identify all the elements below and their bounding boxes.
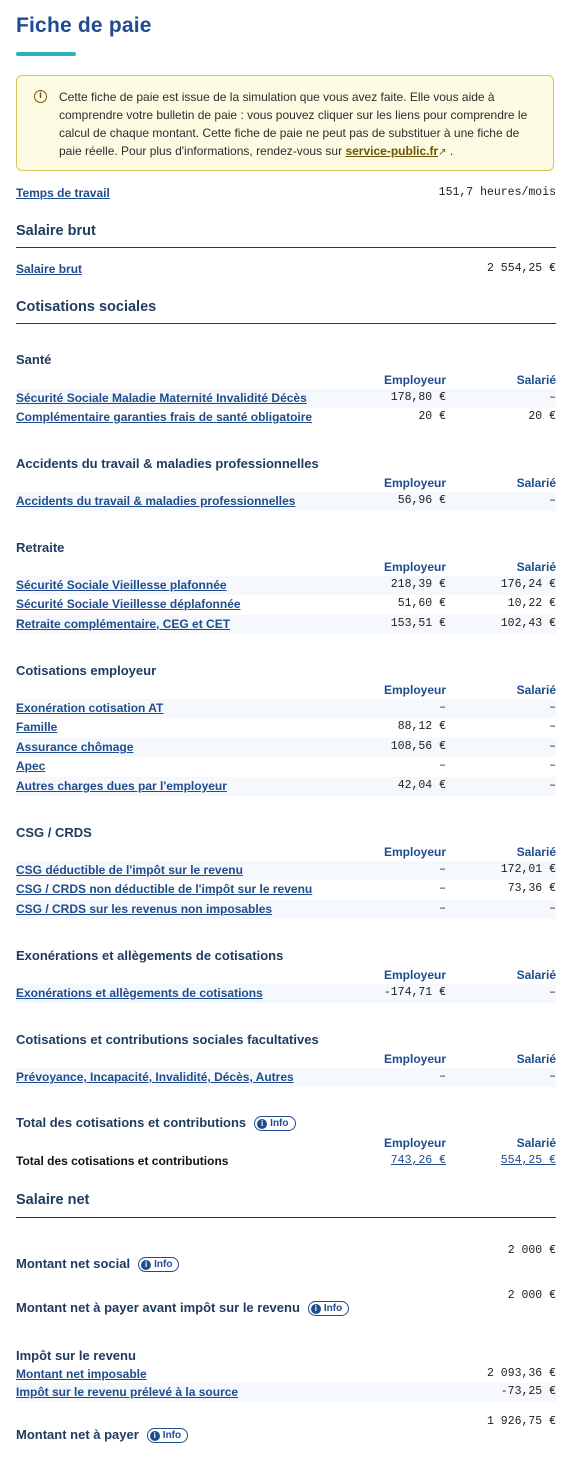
net-payer-text: Montant net à payer [16,1427,139,1442]
salarie-value: 172,01 € [500,863,556,876]
salarie-value: – [549,759,556,772]
column-headers [16,968,556,984]
net-payer-value: 1 926,75 € [486,1415,556,1428]
table-row [16,595,556,614]
info-button[interactable] [138,1257,179,1272]
row-label-link[interactable]: CSG / CRDS sur les revenus non imposables [16,902,273,916]
col-employeur: Employeur [383,1052,446,1066]
impot-preleve-link[interactable]: Impôt sur le revenu prélevé à la source [16,1385,239,1399]
info-icon: i [141,1260,151,1270]
col-salarie: Salarié [516,845,556,859]
net-avant-impot-label [16,1300,349,1316]
salarie-value: 176,24 € [500,578,556,591]
table-row [16,699,556,718]
table-row [16,492,556,511]
total-row [16,1152,556,1171]
col-employeur: Employeur [383,683,446,697]
info-button[interactable] [147,1428,188,1443]
column-headers [16,373,556,389]
table-row [16,757,556,776]
salaire-net-heading: Salaire net [16,1192,90,1208]
table-row [16,777,556,796]
info-icon: i [257,1119,267,1129]
total-label: Total des cotisations et contributions [16,1154,229,1168]
row-label-link[interactable]: Apec [16,759,46,773]
row-label-link[interactable]: Exonération cotisation AT [16,701,164,715]
total-employeur-link[interactable]: 743,26 € [390,1154,446,1167]
employeur-value: – [439,1070,446,1083]
table-row [16,738,556,757]
table-row [16,615,556,634]
column-headers [16,476,556,492]
employeur-value: 88,12 € [397,720,446,733]
salarie-value: – [549,701,556,714]
row-label-link[interactable]: Famille [16,720,58,734]
impot-preleve-row [16,1383,556,1402]
net-social-text: Montant net social [16,1256,131,1271]
total-title [16,1115,296,1131]
salarie-value: – [549,902,556,915]
net-avant-impot-text: Montant net à payer avant impôt sur le revenu [16,1300,300,1315]
row-label-link[interactable]: CSG / CRDS non déductible de l'impôt sur le revenu [16,882,313,896]
net-imposable-link[interactable]: Montant net imposable [16,1367,147,1381]
page-title: Fiche de paie [16,14,152,37]
alert-text [59,88,539,162]
group-title-exonerations: Exonérations et allègements de cotisations [16,948,284,963]
col-salarie: Salarié [516,968,556,982]
info-label: Info [270,1118,289,1130]
info-button[interactable] [308,1301,349,1316]
salarie-value: – [549,986,556,999]
table-row [16,1068,556,1087]
row-label-link[interactable]: CSG déductible de l'impôt sur le revenu [16,863,243,877]
column-headers [16,1136,556,1152]
table-row [16,900,556,919]
net-social-value: 2 000 € [507,1244,556,1257]
divider [16,247,556,248]
salaire-brut-link[interactable]: Salaire brut [16,262,83,276]
col-employeur: Employeur [383,476,446,490]
column-headers [16,683,556,699]
info-icon: i [311,1304,321,1314]
total-title-text: Total des cotisations et contributions [16,1115,247,1130]
info-icon: i [34,90,47,103]
column-headers [16,845,556,861]
employeur-value: 153,51 € [390,617,446,630]
service-public-link[interactable]: service-public.fr [345,144,439,158]
col-salarie: Salarié [516,373,556,387]
col-employeur: Employeur [383,560,446,574]
info-label: Info [323,1303,343,1315]
col-employeur: Employeur [383,968,446,982]
row-label-link[interactable]: Sécurité Sociale Maladie Maternité Invalidité Décès [16,391,307,405]
row-label-link[interactable]: Retraite complémentaire, CEG et CET [16,617,231,631]
col-employeur: Employeur [383,845,446,859]
salaire-brut-row [16,260,556,279]
col-salarie: Salarié [516,476,556,490]
group-title-retraite: Retraite [16,540,65,555]
group-title-employeur: Cotisations employeur [16,663,157,678]
salarie-value: – [549,720,556,733]
col-salarie: Salarié [516,560,556,574]
salarie-value: – [549,779,556,792]
salarie-value: 10,22 € [507,597,556,610]
impot-preleve-value: -73,25 € [500,1385,556,1398]
salarie-value: 73,36 € [507,882,556,895]
row-label-link[interactable]: Prévoyance, Incapacité, Invalidité, Décès, Autres [16,1070,294,1084]
column-headers [16,560,556,576]
col-employeur: Employeur [383,1136,446,1150]
cotisations-heading: Cotisations sociales [16,299,157,315]
employeur-value: 56,96 € [397,494,446,507]
table-row [16,718,556,737]
salaire-brut-value: 2 554,25 € [486,262,556,275]
employeur-value: 20 € [418,410,446,423]
net-imposable-value: 2 093,36 € [486,1367,556,1380]
salarie-value: – [549,391,556,404]
temps-travail-row [16,184,556,203]
employeur-value: 108,56 € [390,740,446,753]
salarie-value: – [549,1070,556,1083]
table-row [16,408,556,427]
employeur-value: – [439,701,446,714]
external-link-icon: ↗ [438,147,447,158]
col-employeur: Employeur [383,373,446,387]
row-label-link[interactable]: Exonérations et allègements de cotisations [16,986,263,1000]
net-social-label [16,1256,179,1272]
table-row [16,880,556,899]
info-button[interactable] [254,1116,295,1131]
table-row [16,861,556,880]
info-alert [16,75,554,171]
title-underline [16,52,76,56]
employeur-value: – [439,759,446,772]
table-row [16,576,556,595]
row-label-link[interactable]: Complémentaire garanties frais de santé obligatoire [16,410,313,424]
employeur-value: 218,39 € [390,578,446,591]
imposable-row [16,1365,556,1384]
net-payer-label [16,1427,188,1443]
group-title-at: Accidents du travail & maladies professionnelles [16,456,319,471]
alert-suffix: . [446,144,454,158]
info-icon: i [150,1431,160,1441]
table-row [16,984,556,1003]
row-label-link[interactable]: Sécurité Sociale Vieillesse déplafonnée [16,597,241,611]
employeur-value: -174,71 € [383,986,446,999]
alert-message: Cette fiche de paie est issue de la simulation que vous avez faite. Elle vous aide à comprendre votre bulletin de paie : vous pouvez cliquer sur les liens pour comprendre le calcul de chaque montant. Cette fiche de paie ne peut pas de substituer à une fiche de paie réelle. Pour plus d'informations, rendez-vous sur [59,90,528,158]
salarie-value: 102,43 € [500,617,556,630]
total-salarie-link[interactable]: 554,25 € [500,1154,556,1167]
col-salarie: Salarié [516,1136,556,1150]
impot-title: Impôt sur le revenu [16,1348,136,1363]
salarie-value: – [549,494,556,507]
temps-travail-link[interactable]: Temps de travail [16,186,110,200]
salaire-brut-heading: Salaire brut [16,223,96,239]
group-title-facultatives: Cotisations et contributions sociales facultatives [16,1032,319,1047]
column-headers [16,1052,556,1068]
row-label-link[interactable]: Autres charges dues par l'employeur [16,779,227,793]
group-title-sante: Santé [16,352,52,367]
employeur-value: 178,80 € [390,391,446,404]
salarie-value: – [549,740,556,753]
salarie-value: 20 € [528,410,556,423]
row-label-link[interactable]: Accidents du travail & maladies professionnelles [16,494,296,508]
employeur-value: – [439,882,446,895]
table-row [16,389,556,408]
divider [16,323,556,324]
employeur-value: – [439,863,446,876]
row-label-link[interactable]: Sécurité Sociale Vieillesse plafonnée [16,578,227,592]
row-label-link[interactable]: Assurance chômage [16,740,134,754]
group-title-csg: CSG / CRDS [16,825,92,840]
employeur-value: 42,04 € [397,779,446,792]
employeur-value: – [439,902,446,915]
info-label: Info [162,1430,182,1442]
divider [16,1217,556,1218]
info-label: Info [154,1259,173,1271]
col-salarie: Salarié [516,1052,556,1066]
temps-travail-value: 151,7 heures/mois [438,186,556,199]
employeur-value: 51,60 € [397,597,446,610]
col-salarie: Salarié [516,683,556,697]
net-avant-impot-value: 2 000 € [507,1289,556,1302]
